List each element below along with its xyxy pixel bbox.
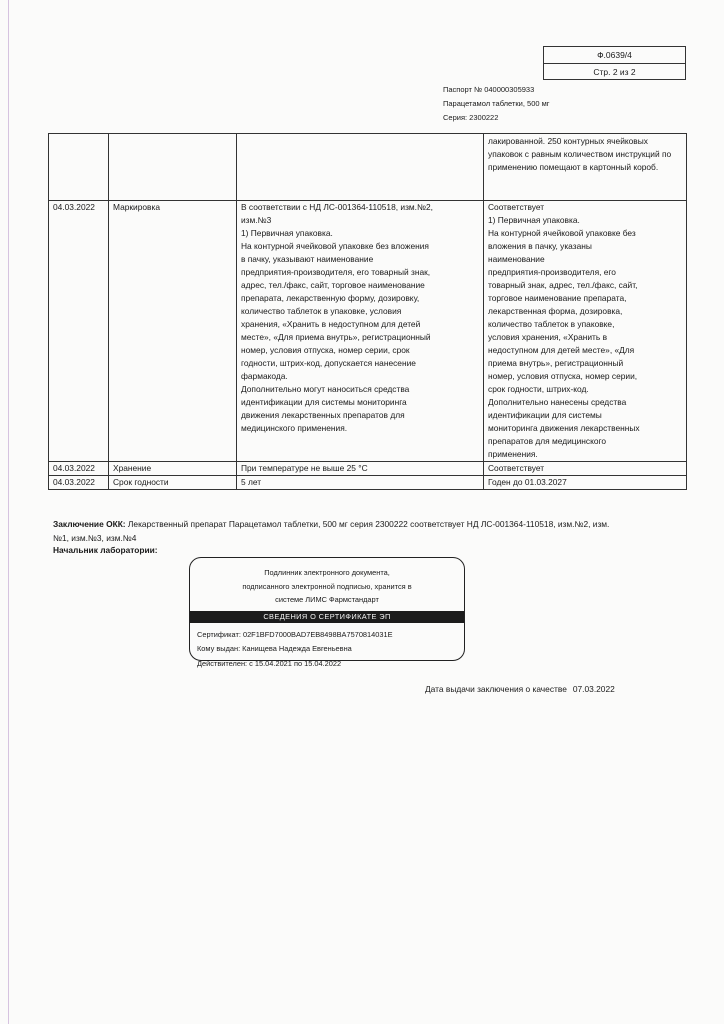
cell-line: На контурной ячейковой упаковке без	[488, 228, 636, 238]
cell-line: вложения в пачку, указаны	[488, 241, 592, 251]
cell-line: предприятия-производителя, его товарный знак,	[241, 267, 431, 277]
issue-date-label: Дата выдачи заключения о качестве	[425, 684, 567, 694]
cell-line: медицинского применения.	[241, 423, 348, 433]
passport-product: Парацетамол таблетки, 500 мг	[443, 99, 550, 108]
cell-line: В соответствии с НД ЛС-001364-110518, изм.№2,	[241, 202, 433, 212]
cell-line: идентификации для системы	[488, 410, 602, 420]
cell-line: препаратов для медицинского	[488, 436, 607, 446]
passport-number: Паспорт № 040000305933	[443, 85, 535, 94]
stamp-certificate: Сертификат: 02F1BFD7000BAD7EB8498BA7570814031E	[197, 629, 393, 639]
cell-line: адрес, тел./факс, сайт, торговое наименование	[241, 280, 425, 290]
cell-line: Дополнительно могут наноситься средства	[241, 384, 410, 394]
cell-line: номер, условия отпуска, номер серии,	[488, 371, 638, 381]
issue-date-value: 07.03.2022	[572, 684, 615, 694]
table-row-continuation	[49, 134, 687, 201]
cell-line: движения лекарственных препаратов для	[241, 410, 405, 420]
results-table	[48, 133, 687, 490]
lab-head-label: Начальник лаборатории:	[53, 545, 158, 555]
passport-header	[443, 83, 550, 125]
stamp-line: Подлинник электронного документа,	[264, 568, 390, 577]
stamp-certificate-bar: СВЕДЕНИЯ О СЕРТИФИКАТЕ ЭП	[190, 611, 464, 623]
cell-name	[109, 134, 237, 201]
stamp-valid: Действителен: с 15.04.2021 по 15.04.2022	[197, 658, 342, 668]
cell-line: При температуре не выше 25 °С	[241, 463, 368, 473]
cell-line: номер, условия отпуска, номер серии, срок	[241, 345, 410, 355]
issue-date	[425, 684, 615, 694]
cell-requirement	[237, 476, 484, 490]
cell-date	[49, 134, 109, 201]
page-edge-line	[8, 0, 9, 1024]
cell-line: годности, штрих-код, допускается нанесение	[241, 358, 416, 368]
cell-name: Срок годности	[109, 476, 237, 490]
stamp-line: системе ЛИМС Фармстандарт	[275, 595, 379, 604]
cell-line: Дополнительно нанесены средства	[488, 397, 627, 407]
cell-line: 5 лет	[241, 477, 262, 487]
cell-line: изм.№3	[241, 215, 272, 225]
cell-line: предприятия-производителя, его	[488, 267, 616, 277]
cell-line: фармакода.	[241, 371, 288, 381]
cell-result	[484, 201, 687, 462]
form-code: Ф.0639/4	[597, 50, 632, 60]
cell-line: хранения, «Хранить в недоступном для детей	[241, 319, 421, 329]
table-row	[49, 201, 687, 462]
cell-line: лекарственная форма, дозировка,	[488, 306, 623, 316]
cell-line: месте», «Для приема внутрь», регистрационный	[241, 332, 431, 342]
cell-date: 04.03.2022	[49, 462, 109, 476]
cell-line: срок годности, штрих-код.	[488, 384, 589, 394]
cell-line: товарный знак, адрес, тел./факс, сайт,	[488, 280, 638, 290]
cell-name: Маркировка	[109, 201, 237, 462]
cell-name: Хранение	[109, 462, 237, 476]
cell-line: в пачку, указывают наименование	[241, 254, 374, 264]
table-row	[49, 476, 687, 490]
table-row	[49, 462, 687, 476]
e-signature-stamp	[189, 557, 465, 668]
cell-result: лакированной. 250 контурных ячейковых упаковок с равным количеством инструкций по применению помещают в картонный короб.	[484, 134, 687, 201]
cell-requirement	[237, 201, 484, 462]
cell-requirement	[237, 462, 484, 476]
cell-date: 04.03.2022	[49, 201, 109, 462]
cell-line: недоступном для детей месте», «Для	[488, 345, 635, 355]
cell-line: приема внутрь», регистрационный	[488, 358, 624, 368]
passport-series: Серия: 2300222	[443, 113, 499, 122]
cell-line: Соответствует	[488, 202, 545, 212]
form-code-box	[543, 46, 686, 80]
cell-date: 04.03.2022	[49, 476, 109, 490]
cell-line: применения.	[488, 449, 538, 459]
cell-line: идентификации для системы мониторинга	[241, 397, 407, 407]
conclusion	[53, 517, 613, 545]
cell-requirement	[237, 134, 484, 201]
conclusion-label: Заключение ОКК:	[53, 519, 126, 529]
cell-result	[484, 462, 687, 476]
cell-line: препарата, лекарственную форму, дозировку,	[241, 293, 420, 303]
cell-line: условия хранения, «Хранить в	[488, 332, 608, 342]
cell-line: Годен до 01.03.2027	[488, 477, 567, 487]
cell-line: мониторинга движения лекарственных	[488, 423, 640, 433]
cell-line: наименование	[488, 254, 545, 264]
cell-line: Соответствует	[488, 463, 545, 473]
cell-result	[484, 476, 687, 490]
cell-line: 1) Первичная упаковка.	[241, 228, 333, 238]
page-number: Стр. 2 из 2	[544, 63, 685, 80]
stamp-issued-to: Кому выдан: Канищева Надежда Евгеньевна	[197, 644, 352, 653]
stamp-line: подписанного электронной подписью, хранится в	[242, 581, 412, 591]
cell-line: количество таблеток в упаковке,	[488, 319, 615, 329]
cell-line: На контурной ячейковой упаковке без вложения	[241, 241, 429, 251]
cell-line: количество таблеток в упаковке, условия	[241, 306, 402, 316]
cell-line: 1) Первичная упаковка.	[488, 215, 580, 225]
conclusion-text: Лекарственный препарат Парацетамол таблетки, 500 мг серия 2300222 соответствует НД ЛС-001364-110518, изм.№2, изм.№1, изм.№3, изм.№4	[53, 519, 610, 543]
cell-line: торговое наименование препарата,	[488, 293, 627, 303]
